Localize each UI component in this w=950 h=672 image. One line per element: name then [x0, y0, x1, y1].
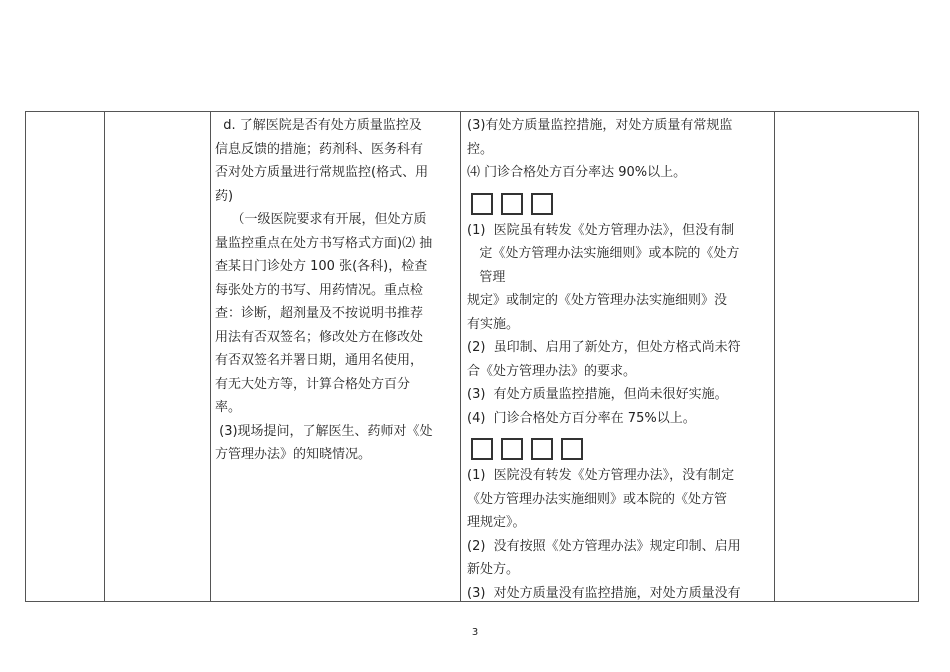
text-line: 《处方管理办法实施细则》或本院的《处方管: [467, 491, 728, 507]
text-line: (2) 虽印制、启用了新处方，但处方格式尚未符: [467, 340, 741, 355]
text-line: 量监控重点在处方书写格式方面)⑵ 抽: [215, 235, 433, 251]
text-line: 药): [215, 188, 234, 204]
column-divider: [104, 112, 105, 601]
checkbox-square-icon: [501, 438, 523, 460]
standard-top-text: [467, 114, 771, 185]
scoring-standard-cell: [467, 112, 771, 601]
column-divider: [774, 112, 775, 601]
text-line: (3) 对处方质量没有监控措施，对处方质量没有: [467, 585, 741, 601]
checkbox-group-4: [471, 438, 771, 460]
checkbox-square-icon: [501, 193, 523, 215]
text-line: (3)现场提问，了解医生、药师对《处: [215, 423, 433, 439]
checkbox-square-icon: [471, 438, 493, 460]
text-line: 管理: [467, 269, 506, 285]
text-line: (3) 有处方质量监控措施，但尚未很好实施。: [467, 387, 728, 402]
text-line: 有无大处方等，计算合格处方百分: [215, 376, 411, 392]
standard-group-4-text: [467, 464, 771, 601]
checkbox-square-icon: [531, 193, 553, 215]
text-line: 有实施。: [467, 316, 520, 332]
page-number: 3: [471, 627, 479, 638]
checkbox-group-3: [471, 193, 771, 215]
text-line: 合《处方管理办法》的要求。: [467, 363, 637, 379]
checkbox-square-icon: [561, 438, 583, 460]
text-line: （一级医院要求有开展，但处方质: [215, 212, 427, 227]
text-line: 否对处方质量进行常规监控(格式、用: [215, 165, 429, 180]
evaluation-table: [25, 111, 919, 602]
text-line: 查：诊断，超剂量及不按说明书推荐: [215, 306, 424, 321]
standard-group-3-text: [467, 219, 771, 431]
text-line: 率。: [215, 400, 242, 415]
text-line: (3)有处方质量监控措施，对处方质量有常规监: [467, 118, 733, 133]
text-line: 查某日门诊处方 100 张(各科)，检查: [215, 259, 428, 274]
text-line: (2) 没有按照《处方管理办法》规定印制、启用: [467, 538, 741, 554]
text-line: 规定》或制定的《处方管理办法实施细则》没: [467, 293, 728, 308]
text-line: 新处方。: [467, 562, 520, 577]
column-divider: [210, 112, 211, 601]
text-line: ⑷ 门诊合格处方百分率达 90%以上。: [467, 165, 687, 180]
text-line: (4) 门诊合格处方百分率在 75%以上。: [467, 410, 696, 426]
text-line: 有否双签名并署日期，通用名使用，: [215, 353, 424, 368]
text-line: 用法有否双签名；修改处方在修改处: [215, 329, 424, 345]
text-line: 方管理办法》的知晓情况。: [215, 447, 372, 462]
column-divider: [460, 112, 461, 601]
checkbox-square-icon: [471, 193, 493, 215]
text-line: (1) 医院没有转发《处方管理办法》，没有制定: [467, 468, 735, 483]
checkbox-square-icon: [531, 438, 553, 460]
text-line: 理规定》。: [467, 515, 526, 530]
text-line: d. 了解医院是否有处方质量监控及: [215, 118, 422, 133]
text-line: 信息反馈的措施；药剂科、医务科有: [215, 141, 424, 157]
text-line: (1) 医院虽有转发《处方管理办法》，但没有制: [467, 222, 735, 238]
inspection-method-cell: [215, 112, 456, 601]
text-line: 定《处方管理办法实施细则》或本院的《处方: [467, 246, 740, 261]
text-line: 每张处方的书写、用药情况。重点检: [215, 282, 424, 298]
method-text: [215, 114, 456, 467]
text-line: 控。: [467, 141, 494, 157]
